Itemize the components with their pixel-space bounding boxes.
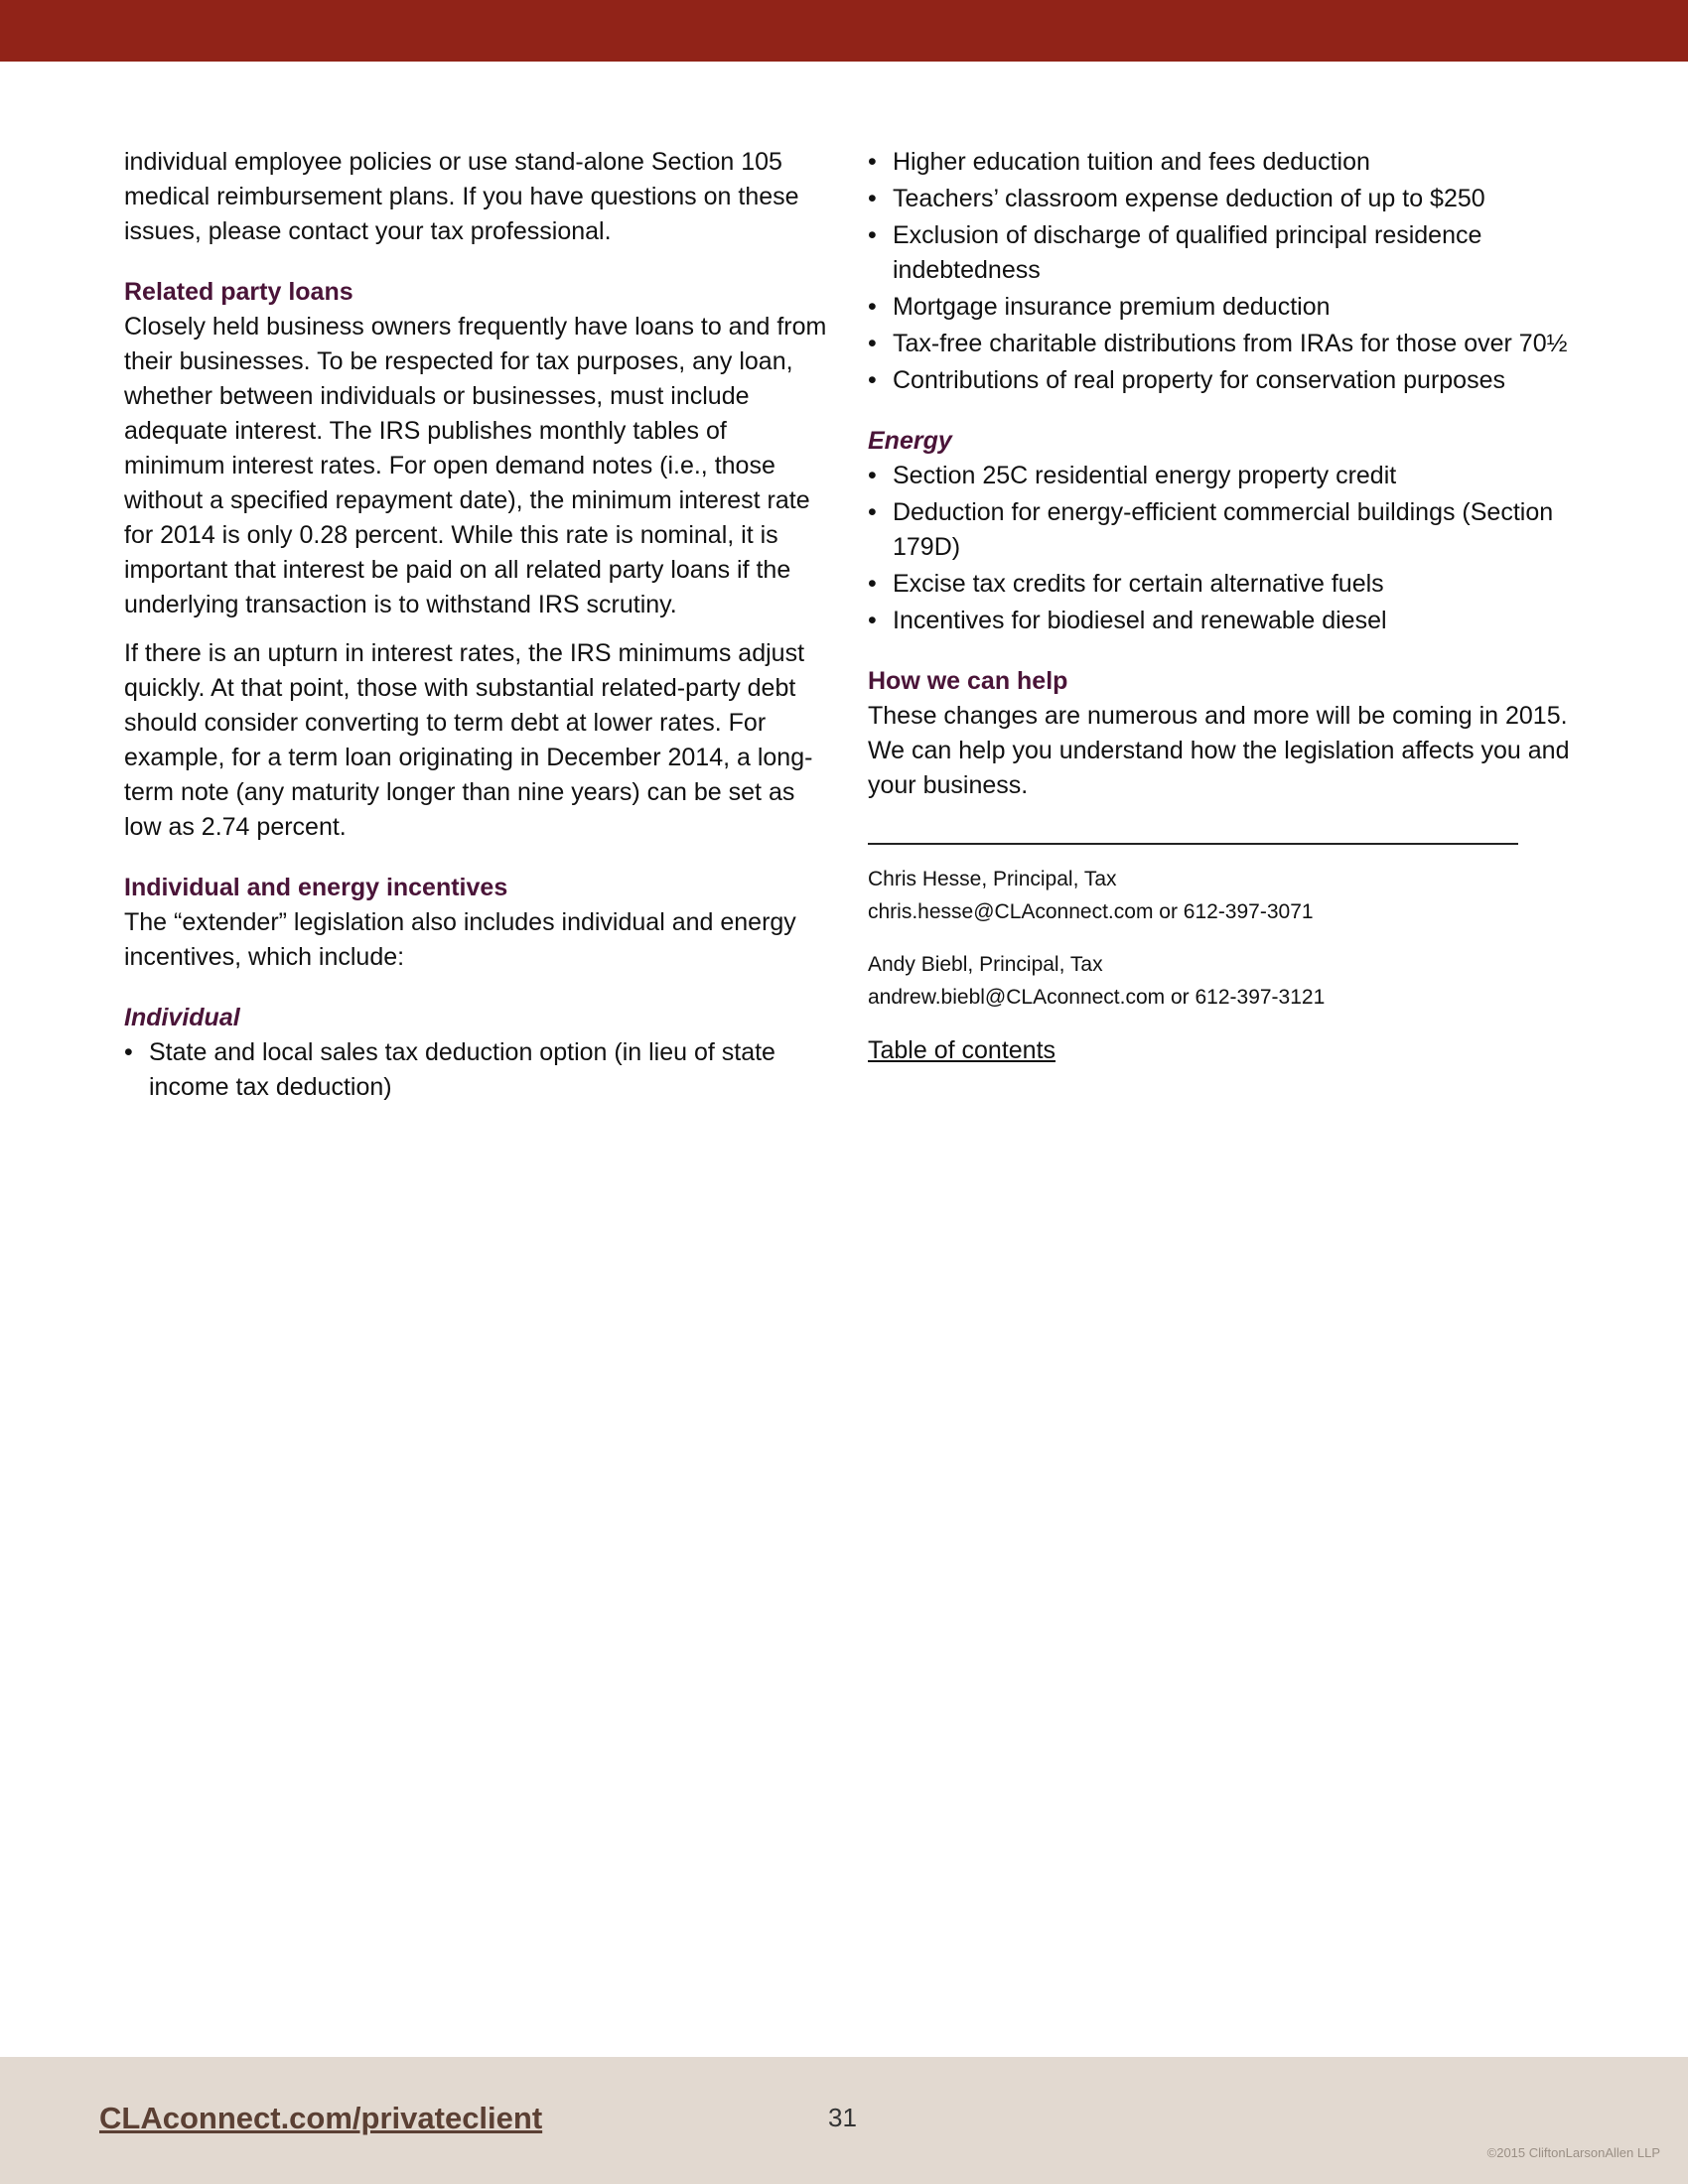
help-paragraph: These changes are numerous and more will be coming in 2015. We can help you understand how the legislation affects you and your business. xyxy=(868,702,1570,799)
list-item: • Excise tax credits for certain alternative fuels xyxy=(868,567,1583,602)
website-link[interactable]: CLAconnect.com/privateclient xyxy=(99,2101,543,2135)
list-item: • Higher education tuition and fees deduction xyxy=(868,145,1583,180)
intro-paragraph: individual employee policies or use stand-alone Section 105 medical reimbursement plans. If you have questions on these issues, please contact your tax professional. xyxy=(124,148,799,245)
contact-name: Chris Hesse, Principal, Tax xyxy=(868,868,1117,890)
left-column xyxy=(124,145,829,1107)
header-bar xyxy=(0,0,1688,62)
list-item: • State and local sales tax deduction option (in lieu of state income tax deduction) xyxy=(124,1035,829,1105)
contact-name: Andy Biebl, Principal, Tax xyxy=(868,953,1103,976)
incentives-heading: Individual and energy incentives xyxy=(124,874,508,901)
related-party-paragraph-2: If there is an upturn in interest rates, the IRS minimums adjust quickly. At that point, those with substantial related-party debt should consider converting to term debt at lower rates. For example, for a term loan originating in December 2014, a long-term note (any maturity longer than nine years) can be set as low as 2.74 percent. xyxy=(124,639,813,841)
individual-list-right xyxy=(868,145,1583,398)
list-item: • Incentives for biodiesel and renewable diesel xyxy=(868,604,1583,638)
copyright-notice: ©2015 CliftonLarsonAllen LLP xyxy=(1486,2145,1660,2160)
list-item: • Deduction for energy-efficient commercial buildings (Section 179D) xyxy=(868,495,1583,565)
list-item: • Tax-free charitable distributions from IRAs for those over 70½ xyxy=(868,327,1583,361)
related-party-paragraph-1: Closely held business owners frequently have loans to and from their businesses. To be respected for tax purposes, any loan, whether between individuals or businesses, must include adequate interest. The IRS publishes monthly tables of minimum interest rates. For open demand notes (i.e., those without a specified repayment date), the minimum interest rate for 2014 is only 0.28 percent. While this rate is nominal, it is important that interest be paid on all related party loans if the underlying transaction is to withstand IRS scrutiny. xyxy=(124,313,827,618)
energy-list xyxy=(868,459,1583,638)
list-item: • Contributions of real property for conservation purposes xyxy=(868,363,1583,398)
contact-details: andrew.biebl@CLAconnect.com or 612-397-3121 xyxy=(868,986,1326,1009)
related-party-heading: Related party loans xyxy=(124,278,353,306)
contact-block xyxy=(868,863,1583,928)
energy-subheading: Energy xyxy=(868,427,952,455)
list-item: • Mortgage insurance premium deduction xyxy=(868,290,1583,325)
individual-subheading: Individual xyxy=(124,1004,240,1031)
list-item: • Section 25C residential energy property credit xyxy=(868,459,1583,493)
help-heading: How we can help xyxy=(868,667,1068,695)
individual-list-left xyxy=(124,1035,829,1105)
incentives-paragraph: The “extender” legislation also includes individual and energy incentives, which include: xyxy=(124,908,796,971)
contact-details: chris.hesse@CLAconnect.com or 612-397-3071 xyxy=(868,900,1314,923)
list-item: • Exclusion of discharge of qualified principal residence indebtedness xyxy=(868,218,1583,288)
contact-block xyxy=(868,948,1583,1014)
footer xyxy=(0,2057,1688,2184)
divider-line xyxy=(868,815,1518,845)
list-item: • Teachers’ classroom expense deduction of up to $250 xyxy=(868,182,1583,216)
table-of-contents-link[interactable]: Table of contents xyxy=(868,1036,1056,1064)
page-number: 31 xyxy=(828,2103,857,2132)
right-column xyxy=(868,145,1583,1068)
